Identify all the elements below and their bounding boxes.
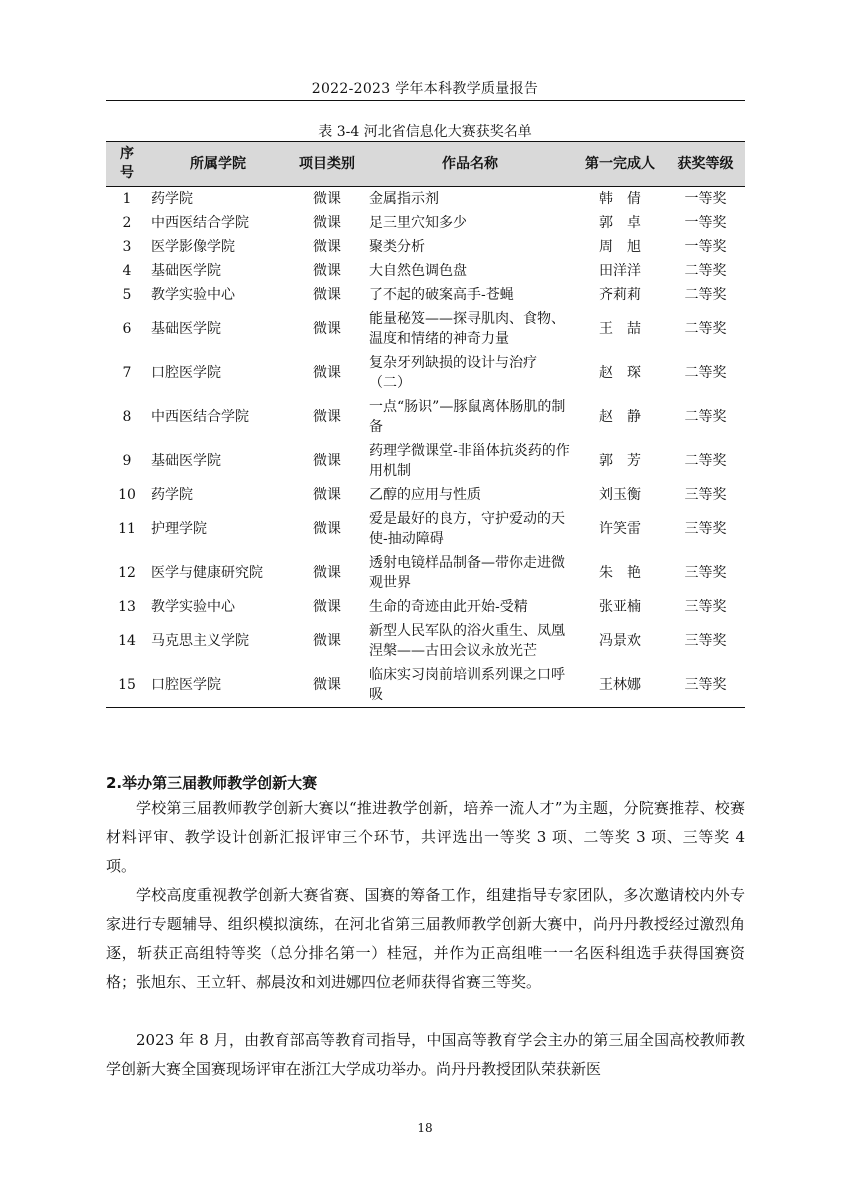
cell-award: 二等奖 xyxy=(684,321,727,337)
cell-award: 二等奖 xyxy=(684,263,727,279)
cell-college: 医学与健康研究院 xyxy=(151,565,263,581)
table-caption: 表 3-4 河北省信息化大赛获奖名单 xyxy=(318,124,532,140)
cell-person: 冯景欢 xyxy=(599,633,641,649)
cell-person: 赵 琛 xyxy=(599,365,641,381)
cell-award: 二等奖 xyxy=(684,409,727,425)
cell-category: 微课 xyxy=(313,263,341,279)
cell-work: 能量秘笈——探寻肌肉、食物、温度和情绪的神奇力量 xyxy=(369,311,565,347)
cell-college: 教学实验中心 xyxy=(151,599,235,615)
table-row xyxy=(106,283,745,307)
cell-category: 微课 xyxy=(313,453,341,469)
cell-award: 二等奖 xyxy=(684,287,727,303)
awards-table xyxy=(106,141,745,708)
cell-college: 药学院 xyxy=(151,191,193,207)
cell-no: 15 xyxy=(106,663,148,708)
cell-no: 12 xyxy=(118,565,136,581)
table-row xyxy=(106,211,745,235)
cell-work: 透射电镜样品制备—带你走进微观世界 xyxy=(369,555,565,591)
cell-no: 11 xyxy=(118,521,136,537)
table-row xyxy=(106,439,745,483)
cell-college: 中西医结合学院 xyxy=(151,215,249,231)
header-divider xyxy=(106,100,745,101)
cell-category: 微课 xyxy=(313,565,341,581)
cell-category: 微课 xyxy=(288,663,366,708)
col-header-work: 作品名称 xyxy=(366,142,574,187)
cell-college: 口腔医学院 xyxy=(151,365,221,381)
cell-no: 3 xyxy=(122,239,132,255)
cell-college: 医学影像学院 xyxy=(151,239,235,255)
cell-no: 4 xyxy=(122,263,132,279)
cell-award: 二等奖 xyxy=(684,365,727,381)
cell-award: 三等奖 xyxy=(684,487,727,503)
col-header-category: 项目类别 xyxy=(288,142,366,187)
cell-award: 三等奖 xyxy=(684,565,727,581)
cell-person: 田洋洋 xyxy=(599,263,641,279)
cell-college: 药学院 xyxy=(151,487,193,503)
cell-person: 刘玉衡 xyxy=(599,487,641,503)
col-header-award: 获奖等级 xyxy=(666,142,745,187)
cell-work: 乙醇的应用与性质 xyxy=(369,487,481,503)
page-number: 18 xyxy=(417,1121,433,1135)
cell-no: 7 xyxy=(122,365,132,381)
cell-work: 了不起的破案高手-苍蝇 xyxy=(369,287,514,303)
table-row xyxy=(106,351,745,395)
cell-award: 一等奖 xyxy=(684,239,727,255)
cell-award: 三等奖 xyxy=(684,633,727,649)
cell-no: 9 xyxy=(122,453,132,469)
cell-category: 微课 xyxy=(313,521,341,537)
cell-no: 10 xyxy=(118,487,136,503)
cell-category: 微课 xyxy=(313,239,341,255)
table-row xyxy=(106,483,745,507)
cell-college: 马克思主义学院 xyxy=(151,633,249,649)
cell-person: 郭 芳 xyxy=(599,453,641,469)
table-row xyxy=(106,259,745,283)
cell-work: 复杂牙列缺损的设计与治疗（二） xyxy=(369,355,537,391)
cell-award: 三等奖 xyxy=(666,663,745,708)
cell-category: 微课 xyxy=(313,321,341,337)
cell-category: 微课 xyxy=(313,287,341,303)
table-row xyxy=(106,595,745,619)
cell-award: 一等奖 xyxy=(684,215,727,231)
cell-work: 金属指示剂 xyxy=(369,191,439,207)
table-row xyxy=(106,619,745,663)
cell-college: 基础医学院 xyxy=(151,321,221,337)
cell-no: 8 xyxy=(122,409,132,425)
cell-person: 齐莉莉 xyxy=(599,287,641,303)
cell-person: 赵 静 xyxy=(599,409,641,425)
cell-no: 13 xyxy=(118,599,136,615)
cell-no: 5 xyxy=(122,287,132,303)
cell-work: 新型人民军队的浴火重生、凤凰涅槃——古田会议永放光芒 xyxy=(369,623,565,659)
cell-work: 足三里穴知多少 xyxy=(369,215,467,231)
table-row xyxy=(106,507,745,551)
cell-award: 二等奖 xyxy=(684,453,727,469)
cell-no: 2 xyxy=(122,215,132,231)
col-header-person: 第一完成人 xyxy=(574,142,666,187)
cell-college: 基础医学院 xyxy=(151,263,221,279)
table-row xyxy=(106,663,745,708)
table-row xyxy=(106,235,745,259)
table-row xyxy=(106,551,745,595)
table-row xyxy=(106,395,745,439)
cell-person: 朱 艳 xyxy=(599,565,641,581)
cell-category: 微课 xyxy=(313,215,341,231)
cell-work: 聚类分析 xyxy=(369,239,425,255)
cell-category: 微课 xyxy=(313,487,341,503)
cell-work: 一点“肠识”—豚鼠离体肠肌的制备 xyxy=(369,399,566,435)
cell-college: 教学实验中心 xyxy=(151,287,235,303)
cell-award: 一等奖 xyxy=(684,191,727,207)
cell-work: 大自然色调色盘 xyxy=(369,263,467,279)
table-row xyxy=(106,187,745,212)
cell-college: 护理学院 xyxy=(151,521,207,537)
page-header-title: 2022-2023 学年本科教学质量报告 xyxy=(311,81,539,97)
cell-person: 郭 卓 xyxy=(599,215,641,231)
paragraph-1: 学校第三届教师教学创新大赛以“推进教学创新，培养一流人才”为主题，分院赛推荐、校赛材料评审、教学设计创新汇报评审三个环节，共评选出一等奖 3 项、二等奖 3 项、三等奖 4 项。 xyxy=(106,799,745,875)
paragraph-2: 学校高度重视教学创新大赛省赛、国赛的筹备工作，组建指导专家团队，多次邀请校内外专家进行专题辅导、组织模拟演练，在河北省第三届教师教学创新大赛中，尚丹丹教授经过激烈角逐，斩获正高组特等奖（总分排名第一）桂冠，并作为正高组唯一一名医科组选手获得国赛资格；张旭东、王立轩、郝晨汝和刘进娜四位老师获得省赛三等奖。 xyxy=(106,886,745,991)
cell-person: 王林娜 xyxy=(574,663,666,708)
cell-person: 周 旭 xyxy=(599,239,641,255)
cell-award: 三等奖 xyxy=(684,521,727,537)
cell-person: 韩 倩 xyxy=(599,191,641,207)
cell-no: 1 xyxy=(122,191,132,207)
cell-category: 微课 xyxy=(313,633,341,649)
cell-person: 张亚楠 xyxy=(599,599,641,615)
cell-category: 微课 xyxy=(313,599,341,615)
cell-work: 临床实习岗前培训系列课之口呼吸 xyxy=(366,663,574,708)
col-header-no: 序号 xyxy=(106,142,148,187)
cell-work: 爱是最好的良方，守护爱动的天使-抽动障碍 xyxy=(369,511,565,547)
cell-category: 微课 xyxy=(313,365,341,381)
cell-college: 基础医学院 xyxy=(151,453,221,469)
section-title: 2.举办第三届教师教学创新大赛 xyxy=(106,774,318,792)
cell-work: 药理学微课堂-非甾体抗炎药的作用机制 xyxy=(369,443,570,479)
cell-category: 微课 xyxy=(313,409,341,425)
table-header-row xyxy=(106,142,745,187)
cell-work: 生命的奇迹由此开始-受精 xyxy=(369,599,528,615)
cell-college: 口腔医学院 xyxy=(148,663,288,708)
cell-no: 6 xyxy=(122,321,132,337)
cell-college: 中西医结合学院 xyxy=(151,409,249,425)
cell-category: 微课 xyxy=(313,191,341,207)
cell-award: 三等奖 xyxy=(684,599,727,615)
cell-person: 王 喆 xyxy=(599,321,641,337)
cell-person: 许笑雷 xyxy=(599,521,641,537)
table-row xyxy=(106,307,745,351)
paragraph-3: 2023 年 8 月，由教育部高等教育司指导，中国高等教育学会主办的第三届全国高校教师教学创新大赛全国赛现场评审在浙江大学成功举办。尚丹丹教授团队荣获新医 xyxy=(106,1031,745,1078)
cell-no: 14 xyxy=(118,633,136,649)
col-header-college: 所属学院 xyxy=(148,142,288,187)
